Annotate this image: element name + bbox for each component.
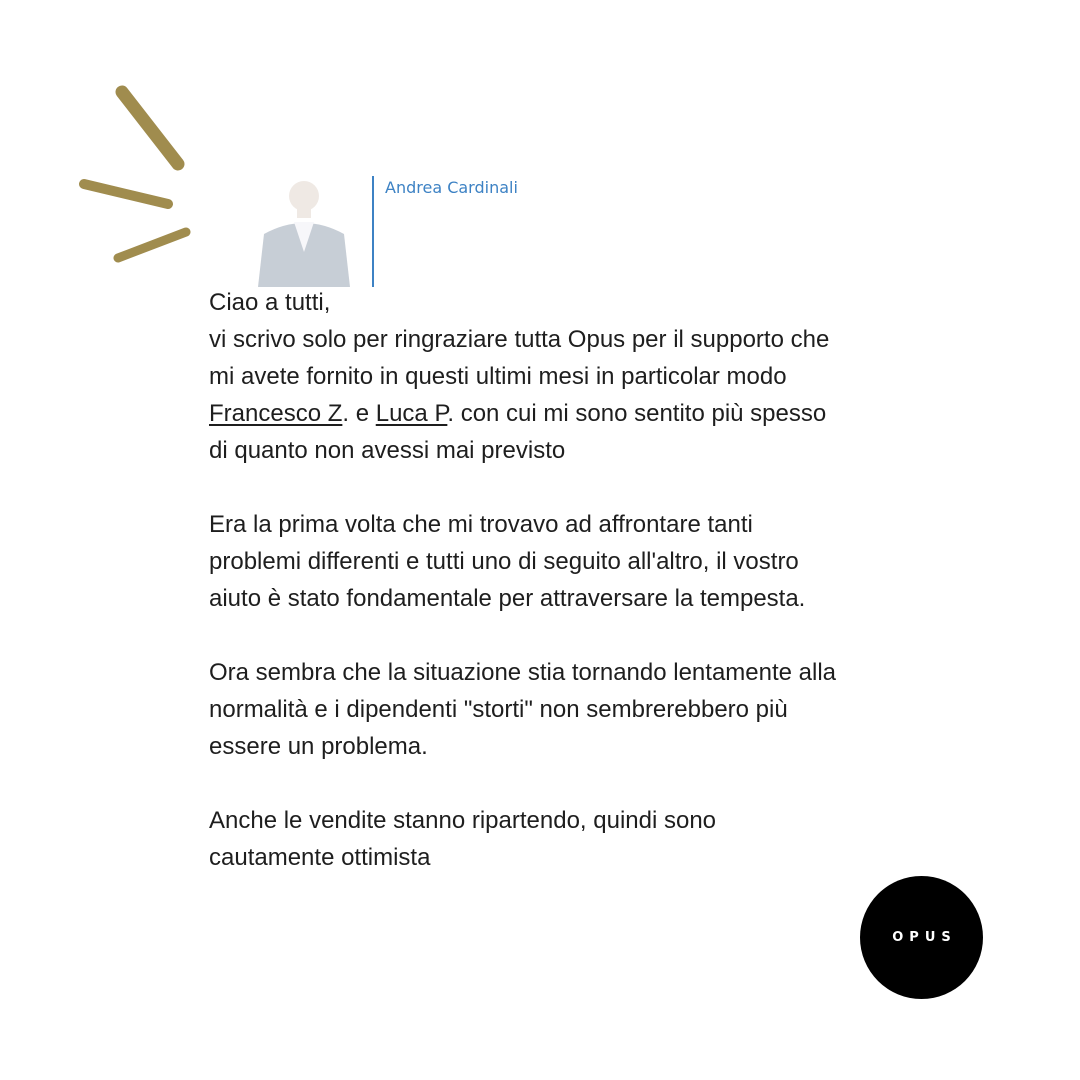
text-line: normalità e i dipendenti "storti" non sembrerebbero più (209, 696, 788, 723)
text-line: essere un problema. (209, 733, 428, 760)
text-line-with-links (209, 395, 929, 432)
text-fragment: . e (342, 400, 376, 427)
message-body (209, 284, 929, 876)
text-fragment: . con cui mi sono sentito più spesso (447, 400, 827, 427)
paragraph-2 (209, 506, 929, 617)
decorative-burst-icon (70, 80, 200, 280)
author-divider (372, 176, 374, 287)
mention-link-francesco[interactable]: Francesco Z (209, 400, 343, 427)
text-line: cautamente ottimista (209, 844, 431, 871)
text-line: di quanto non avessi mai previsto (209, 437, 566, 464)
text-line: problemi differenti e tutti uno di seguito all'altro, il vostro (209, 548, 799, 575)
text-line: Anche le vendite stanno ripartendo, quindi sono (209, 807, 717, 834)
logo-text: OPUS (892, 930, 957, 945)
text-line: Era la prima volta che mi trovavo ad affrontare tanti (209, 511, 753, 538)
greeting: Ciao a tutti, (209, 289, 331, 316)
paragraph-greeting (209, 284, 929, 469)
paragraph-4 (209, 802, 929, 876)
text-line: Ora sembra che la situazione stia tornando lentamente alla (209, 659, 837, 686)
text-line: aiuto è stato fondamentale per attraversare la tempesta. (209, 585, 806, 612)
paragraph-3 (209, 654, 929, 765)
opus-logo (860, 876, 983, 999)
mention-link-luca[interactable]: Luca P (375, 400, 448, 427)
avatar (250, 172, 358, 287)
text-line: vi scrivo solo per ringraziare tutta Opus per il supporto che (209, 326, 830, 353)
text-line: mi avete fornito in questi ultimi mesi in particolar modo (209, 363, 787, 390)
author-name: Andrea Cardinali (385, 178, 518, 197)
